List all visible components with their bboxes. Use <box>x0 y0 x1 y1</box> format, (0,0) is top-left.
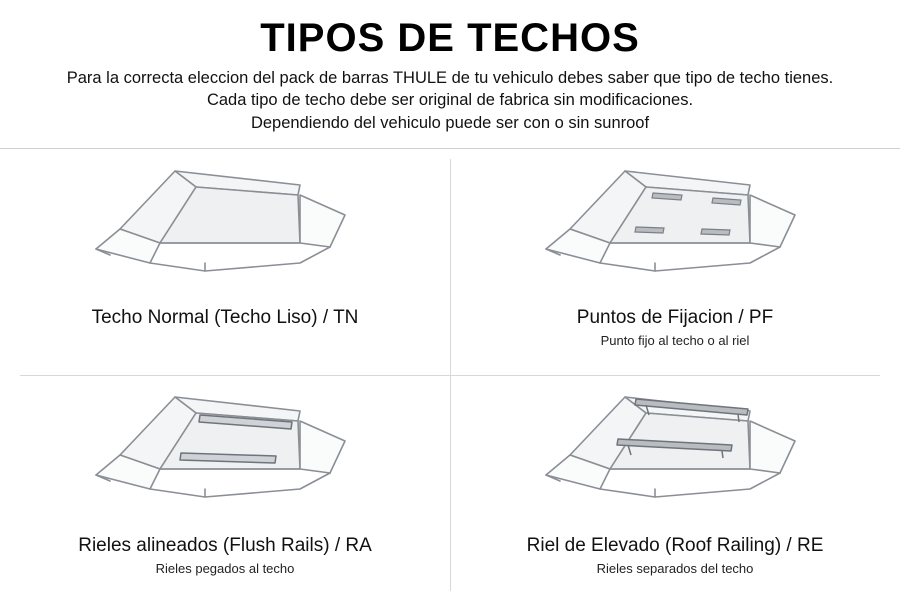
roof-type-label-ra: Rieles alineados (Flush Rails) / RA <box>78 534 372 556</box>
roof-type-caption-tn <box>0 307 450 333</box>
car-roof-flushrail-icon <box>0 377 450 529</box>
page-subtitle <box>40 67 860 134</box>
roof-type-caption-pf <box>450 307 900 348</box>
car-roof-plain-icon <box>0 151 450 303</box>
subtitle-line-1: Para la correcta eleccion del pack de barras THULE de tu vehiculo debes saber que tipo de techo tienes. <box>66 69 834 87</box>
roof-type-card-tn[interactable] <box>0 149 450 375</box>
car-roof-fixpoint-icon <box>450 151 900 303</box>
roof-type-caption-re <box>450 535 900 576</box>
car-roof-raisedrail-icon <box>450 377 900 529</box>
roof-type-sublabel-ra: Rieles pegados al techo <box>155 560 295 576</box>
roof-type-label-re: Riel de Elevado (Roof Railing) / RE <box>526 534 824 556</box>
roof-types-infographic <box>0 16 900 616</box>
subtitle-line-2: Cada tipo de techo debe ser original de fabrica sin modificaciones. <box>206 91 694 110</box>
roof-type-card-re[interactable] <box>450 375 900 601</box>
subtitle-line-3: Dependiendo del vehiculo puede ser con o sin sunroof <box>250 113 650 132</box>
roof-type-sublabel-re: Rieles separados del techo <box>596 560 754 576</box>
roof-type-label-pf: Puntos de Fijacion / PF <box>576 306 774 328</box>
roof-type-card-pf[interactable] <box>450 149 900 375</box>
roof-type-label-tn: Techo Normal (Techo Liso) / TN <box>91 306 359 328</box>
roof-type-caption-ra <box>0 535 450 576</box>
roof-types-grid <box>0 149 900 601</box>
roof-type-sublabel-pf: Punto fijo al techo o al riel <box>600 332 750 348</box>
roof-type-card-ra[interactable] <box>0 375 450 601</box>
page-title: TIPOS DE TECHOS <box>260 16 640 60</box>
